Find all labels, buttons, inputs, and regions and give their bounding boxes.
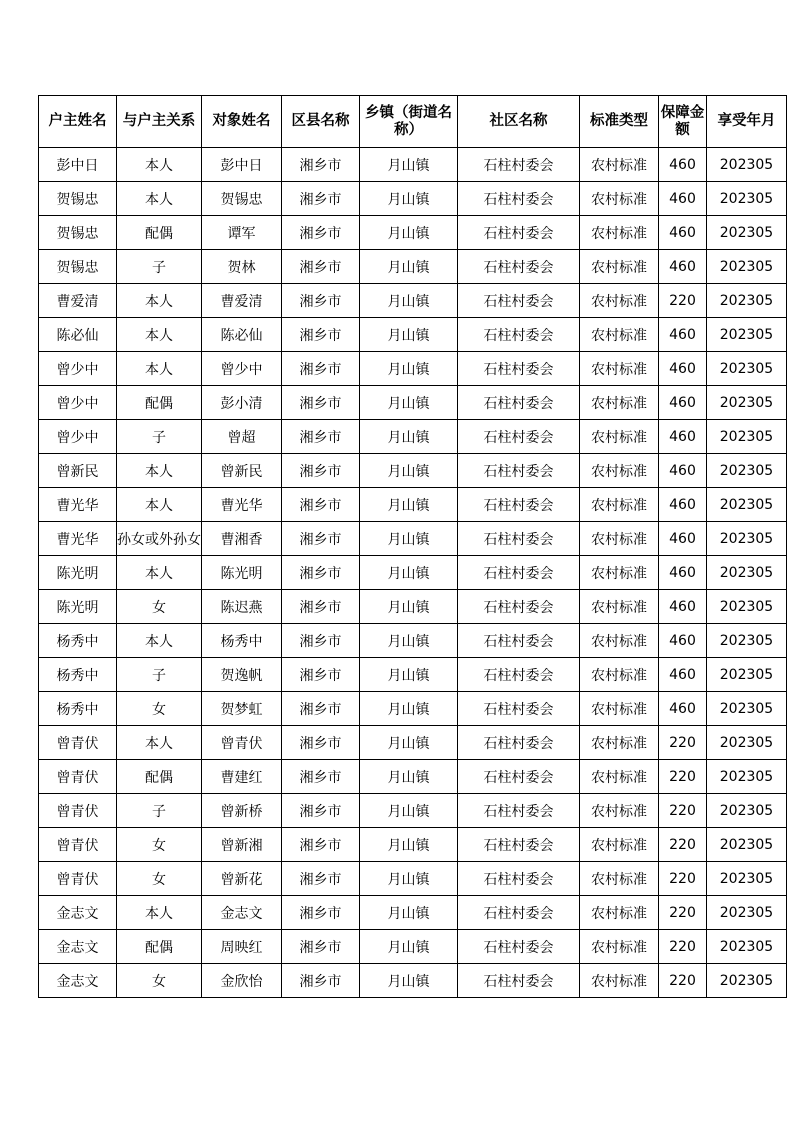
amount-cell: 460 — [659, 488, 707, 522]
county-cell: 湘乡市 — [282, 862, 360, 896]
county-cell: 湘乡市 — [282, 930, 360, 964]
householder-name-cell: 金志文 — [39, 896, 117, 930]
community-cell: 石柱村委会 — [458, 386, 580, 420]
month-cell: 202305 — [707, 454, 787, 488]
community-cell: 石柱村委会 — [458, 658, 580, 692]
householder-name-cell: 曾青伏 — [39, 862, 117, 896]
header-relation: 与户主关系 — [117, 96, 202, 148]
relation-cell: 子 — [117, 420, 202, 454]
month-cell: 202305 — [707, 182, 787, 216]
householder-name-cell: 曾青伏 — [39, 726, 117, 760]
standard-type-cell: 农村标准 — [580, 148, 659, 182]
standard-type-cell: 农村标准 — [580, 420, 659, 454]
relation-cell: 本人 — [117, 284, 202, 318]
relation-cell: 本人 — [117, 148, 202, 182]
relation-cell — [117, 522, 202, 556]
standard-type-cell: 农村标准 — [580, 352, 659, 386]
householder-name-cell: 金志文 — [39, 964, 117, 998]
recipient-name-cell: 金志文 — [202, 896, 282, 930]
householder-name-cell: 曾少中 — [39, 386, 117, 420]
amount-cell: 460 — [659, 386, 707, 420]
recipient-name-cell: 曾青伏 — [202, 726, 282, 760]
table-row — [39, 318, 787, 352]
table-row — [39, 386, 787, 420]
month-cell: 202305 — [707, 352, 787, 386]
township-cell: 月山镇 — [360, 658, 458, 692]
county-cell: 湘乡市 — [282, 454, 360, 488]
community-cell: 石柱村委会 — [458, 964, 580, 998]
month-cell: 202305 — [707, 284, 787, 318]
recipient-name-cell: 谭军 — [202, 216, 282, 250]
standard-type-cell: 农村标准 — [580, 386, 659, 420]
month-cell: 202305 — [707, 216, 787, 250]
community-cell: 石柱村委会 — [458, 522, 580, 556]
month-cell: 202305 — [707, 828, 787, 862]
month-cell: 202305 — [707, 250, 787, 284]
month-cell: 202305 — [707, 556, 787, 590]
amount-cell: 220 — [659, 896, 707, 930]
community-cell: 石柱村委会 — [458, 692, 580, 726]
table-row — [39, 216, 787, 250]
relation-cell: 配偶 — [117, 216, 202, 250]
householder-name-cell: 杨秀中 — [39, 624, 117, 658]
standard-type-cell: 农村标准 — [580, 590, 659, 624]
header-township: 乡镇（街道名称） — [360, 96, 458, 148]
amount-cell: 460 — [659, 624, 707, 658]
month-cell: 202305 — [707, 862, 787, 896]
county-cell: 湘乡市 — [282, 964, 360, 998]
amount-cell: 220 — [659, 284, 707, 318]
month-cell: 202305 — [707, 522, 787, 556]
county-cell: 湘乡市 — [282, 318, 360, 352]
recipient-name-cell: 贺锡忠 — [202, 182, 282, 216]
standard-type-cell: 农村标准 — [580, 794, 659, 828]
county-cell: 湘乡市 — [282, 692, 360, 726]
month-cell: 202305 — [707, 726, 787, 760]
standard-type-cell: 农村标准 — [580, 318, 659, 352]
householder-name-cell: 曹光华 — [39, 522, 117, 556]
amount-cell: 460 — [659, 250, 707, 284]
relation-cell: 本人 — [117, 454, 202, 488]
county-cell: 湘乡市 — [282, 182, 360, 216]
county-cell: 湘乡市 — [282, 794, 360, 828]
standard-type-cell: 农村标准 — [580, 964, 659, 998]
standard-type-cell: 农村标准 — [580, 726, 659, 760]
township-cell: 月山镇 — [360, 726, 458, 760]
relation-cell: 配偶 — [117, 760, 202, 794]
relation-cell: 子 — [117, 250, 202, 284]
county-cell: 湘乡市 — [282, 760, 360, 794]
month-cell: 202305 — [707, 692, 787, 726]
relation-cell: 本人 — [117, 318, 202, 352]
householder-name-cell: 曹光华 — [39, 488, 117, 522]
amount-cell: 460 — [659, 556, 707, 590]
county-cell: 湘乡市 — [282, 216, 360, 250]
township-cell: 月山镇 — [360, 454, 458, 488]
householder-name-cell: 陈光明 — [39, 590, 117, 624]
county-cell: 湘乡市 — [282, 590, 360, 624]
relation-cell: 女 — [117, 964, 202, 998]
recipient-name-cell: 曾新桥 — [202, 794, 282, 828]
header-county: 区县名称 — [282, 96, 360, 148]
recipient-name-cell: 曹光华 — [202, 488, 282, 522]
recipient-name-cell: 彭中日 — [202, 148, 282, 182]
table-header — [39, 96, 787, 148]
month-cell: 202305 — [707, 964, 787, 998]
township-cell: 月山镇 — [360, 522, 458, 556]
standard-type-cell: 农村标准 — [580, 250, 659, 284]
township-cell: 月山镇 — [360, 896, 458, 930]
recipient-name-cell: 曾超 — [202, 420, 282, 454]
community-cell: 石柱村委会 — [458, 420, 580, 454]
amount-cell: 460 — [659, 590, 707, 624]
recipient-name-cell: 贺梦虹 — [202, 692, 282, 726]
relation-cell: 女 — [117, 828, 202, 862]
township-cell: 月山镇 — [360, 964, 458, 998]
standard-type-cell: 农村标准 — [580, 454, 659, 488]
township-cell: 月山镇 — [360, 284, 458, 318]
recipient-name-cell: 曹湘香 — [202, 522, 282, 556]
standard-type-cell: 农村标准 — [580, 182, 659, 216]
month-cell: 202305 — [707, 896, 787, 930]
header-row — [39, 96, 787, 148]
header-standard-type: 标准类型 — [580, 96, 659, 148]
recipient-name-cell: 曾新民 — [202, 454, 282, 488]
householder-name-cell: 陈光明 — [39, 556, 117, 590]
township-cell: 月山镇 — [360, 828, 458, 862]
householder-name-cell: 曾青伏 — [39, 760, 117, 794]
standard-type-cell: 农村标准 — [580, 930, 659, 964]
month-cell: 202305 — [707, 658, 787, 692]
township-cell: 月山镇 — [360, 624, 458, 658]
relation-cell: 女 — [117, 590, 202, 624]
householder-name-cell: 曾少中 — [39, 420, 117, 454]
householder-name-cell: 贺锡忠 — [39, 250, 117, 284]
county-cell: 湘乡市 — [282, 556, 360, 590]
recipient-name-cell: 金欣怡 — [202, 964, 282, 998]
recipient-name-cell: 曾少中 — [202, 352, 282, 386]
county-cell: 湘乡市 — [282, 250, 360, 284]
standard-type-cell: 农村标准 — [580, 624, 659, 658]
table-body — [39, 148, 787, 998]
township-cell: 月山镇 — [360, 760, 458, 794]
recipient-name-cell: 贺逸帆 — [202, 658, 282, 692]
relation-cell: 本人 — [117, 896, 202, 930]
township-cell: 月山镇 — [360, 930, 458, 964]
month-cell: 202305 — [707, 930, 787, 964]
township-cell: 月山镇 — [360, 250, 458, 284]
community-cell: 石柱村委会 — [458, 794, 580, 828]
community-cell: 石柱村委会 — [458, 352, 580, 386]
county-cell: 湘乡市 — [282, 488, 360, 522]
table-row — [39, 964, 787, 998]
township-cell: 月山镇 — [360, 556, 458, 590]
community-cell: 石柱村委会 — [458, 556, 580, 590]
relation-cell: 本人 — [117, 556, 202, 590]
township-cell: 月山镇 — [360, 386, 458, 420]
relation-cell: 本人 — [117, 726, 202, 760]
community-cell: 石柱村委会 — [458, 760, 580, 794]
table-row — [39, 726, 787, 760]
standard-type-cell: 农村标准 — [580, 658, 659, 692]
amount-cell: 220 — [659, 794, 707, 828]
recipient-name-cell: 陈光明 — [202, 556, 282, 590]
standard-type-cell: 农村标准 — [580, 522, 659, 556]
community-cell: 石柱村委会 — [458, 216, 580, 250]
community-cell: 石柱村委会 — [458, 284, 580, 318]
amount-cell: 460 — [659, 216, 707, 250]
relation-cell: 本人 — [117, 182, 202, 216]
householder-name-cell: 杨秀中 — [39, 692, 117, 726]
amount-cell: 460 — [659, 658, 707, 692]
relation-cell: 女 — [117, 862, 202, 896]
relation-cell: 配偶 — [117, 386, 202, 420]
amount-cell: 460 — [659, 454, 707, 488]
table-row — [39, 828, 787, 862]
header-recipient-name: 对象姓名 — [202, 96, 282, 148]
amount-cell: 460 — [659, 420, 707, 454]
standard-type-cell: 农村标准 — [580, 488, 659, 522]
standard-type-cell: 农村标准 — [580, 556, 659, 590]
table-row — [39, 862, 787, 896]
township-cell: 月山镇 — [360, 794, 458, 828]
standard-type-cell: 农村标准 — [580, 896, 659, 930]
standard-type-cell: 农村标准 — [580, 216, 659, 250]
table-row — [39, 352, 787, 386]
relation-cell: 子 — [117, 658, 202, 692]
township-cell: 月山镇 — [360, 216, 458, 250]
amount-cell: 220 — [659, 930, 707, 964]
householder-name-cell: 曹爱清 — [39, 284, 117, 318]
township-cell: 月山镇 — [360, 420, 458, 454]
recipient-name-cell: 贺林 — [202, 250, 282, 284]
table-row — [39, 148, 787, 182]
table-row — [39, 760, 787, 794]
community-cell: 石柱村委会 — [458, 930, 580, 964]
standard-type-cell: 农村标准 — [580, 284, 659, 318]
community-cell: 石柱村委会 — [458, 726, 580, 760]
table-row — [39, 624, 787, 658]
month-cell: 202305 — [707, 794, 787, 828]
table-row — [39, 454, 787, 488]
county-cell: 湘乡市 — [282, 284, 360, 318]
recipient-name-cell: 陈迟燕 — [202, 590, 282, 624]
householder-name-cell: 曾少中 — [39, 352, 117, 386]
amount-cell: 460 — [659, 318, 707, 352]
amount-cell: 460 — [659, 522, 707, 556]
amount-cell: 220 — [659, 760, 707, 794]
amount-cell: 220 — [659, 964, 707, 998]
table-row — [39, 420, 787, 454]
header-householder-name: 户主姓名 — [39, 96, 117, 148]
header-amount: 保障金额 — [659, 96, 707, 148]
community-cell: 石柱村委会 — [458, 862, 580, 896]
table-row — [39, 182, 787, 216]
county-cell: 湘乡市 — [282, 896, 360, 930]
table-row — [39, 250, 787, 284]
header-month: 享受年月 — [707, 96, 787, 148]
relation-cell: 子 — [117, 794, 202, 828]
county-cell: 湘乡市 — [282, 828, 360, 862]
recipient-name-cell: 曾新湘 — [202, 828, 282, 862]
community-cell: 石柱村委会 — [458, 488, 580, 522]
recipient-name-cell: 曾新花 — [202, 862, 282, 896]
householder-name-cell: 陈必仙 — [39, 318, 117, 352]
amount-cell: 460 — [659, 352, 707, 386]
township-cell: 月山镇 — [360, 590, 458, 624]
assistance-table — [38, 95, 787, 998]
township-cell: 月山镇 — [360, 182, 458, 216]
county-cell: 湘乡市 — [282, 624, 360, 658]
community-cell: 石柱村委会 — [458, 318, 580, 352]
month-cell: 202305 — [707, 318, 787, 352]
householder-name-cell: 贺锡忠 — [39, 182, 117, 216]
community-cell: 石柱村委会 — [458, 590, 580, 624]
township-cell: 月山镇 — [360, 488, 458, 522]
table-row — [39, 522, 787, 556]
amount-cell: 220 — [659, 828, 707, 862]
table-row — [39, 284, 787, 318]
month-cell: 202305 — [707, 590, 787, 624]
standard-type-cell: 农村标准 — [580, 828, 659, 862]
relation-text: 孙女或外孙女 — [117, 531, 201, 548]
relation-cell: 女 — [117, 692, 202, 726]
month-cell: 202305 — [707, 488, 787, 522]
table-row — [39, 658, 787, 692]
householder-name-cell: 曾新民 — [39, 454, 117, 488]
householder-name-cell: 曾青伏 — [39, 828, 117, 862]
county-cell: 湘乡市 — [282, 522, 360, 556]
township-cell: 月山镇 — [360, 352, 458, 386]
township-cell: 月山镇 — [360, 692, 458, 726]
amount-cell: 460 — [659, 692, 707, 726]
month-cell: 202305 — [707, 760, 787, 794]
table-row — [39, 896, 787, 930]
community-cell: 石柱村委会 — [458, 624, 580, 658]
table-row — [39, 692, 787, 726]
county-cell: 湘乡市 — [282, 658, 360, 692]
standard-type-cell: 农村标准 — [580, 862, 659, 896]
amount-cell: 220 — [659, 862, 707, 896]
township-cell: 月山镇 — [360, 148, 458, 182]
community-cell: 石柱村委会 — [458, 896, 580, 930]
county-cell: 湘乡市 — [282, 726, 360, 760]
township-cell: 月山镇 — [360, 318, 458, 352]
relation-cell: 本人 — [117, 624, 202, 658]
community-cell: 石柱村委会 — [458, 250, 580, 284]
table-row — [39, 794, 787, 828]
amount-cell: 460 — [659, 182, 707, 216]
county-cell: 湘乡市 — [282, 386, 360, 420]
recipient-name-cell: 曹爱清 — [202, 284, 282, 318]
month-cell: 202305 — [707, 624, 787, 658]
table-row — [39, 930, 787, 964]
standard-type-cell: 农村标准 — [580, 692, 659, 726]
community-cell: 石柱村委会 — [458, 148, 580, 182]
recipient-name-cell: 曹建红 — [202, 760, 282, 794]
township-cell: 月山镇 — [360, 862, 458, 896]
recipient-name-cell: 彭小清 — [202, 386, 282, 420]
amount-cell: 220 — [659, 726, 707, 760]
table-row — [39, 488, 787, 522]
recipient-name-cell: 周映红 — [202, 930, 282, 964]
relation-cell: 本人 — [117, 352, 202, 386]
county-cell: 湘乡市 — [282, 420, 360, 454]
recipient-name-cell: 杨秀中 — [202, 624, 282, 658]
month-cell: 202305 — [707, 420, 787, 454]
month-cell: 202305 — [707, 386, 787, 420]
standard-type-cell: 农村标准 — [580, 760, 659, 794]
table-row — [39, 590, 787, 624]
header-community: 社区名称 — [458, 96, 580, 148]
community-cell: 石柱村委会 — [458, 454, 580, 488]
householder-name-cell: 曾青伏 — [39, 794, 117, 828]
table-row — [39, 556, 787, 590]
relation-cell: 配偶 — [117, 930, 202, 964]
recipient-name-cell: 陈必仙 — [202, 318, 282, 352]
amount-cell: 460 — [659, 148, 707, 182]
householder-name-cell: 杨秀中 — [39, 658, 117, 692]
householder-name-cell: 金志文 — [39, 930, 117, 964]
county-cell: 湘乡市 — [282, 352, 360, 386]
householder-name-cell: 贺锡忠 — [39, 216, 117, 250]
community-cell: 石柱村委会 — [458, 182, 580, 216]
county-cell: 湘乡市 — [282, 148, 360, 182]
householder-name-cell: 彭中日 — [39, 148, 117, 182]
relation-cell: 本人 — [117, 488, 202, 522]
community-cell: 石柱村委会 — [458, 828, 580, 862]
month-cell: 202305 — [707, 148, 787, 182]
